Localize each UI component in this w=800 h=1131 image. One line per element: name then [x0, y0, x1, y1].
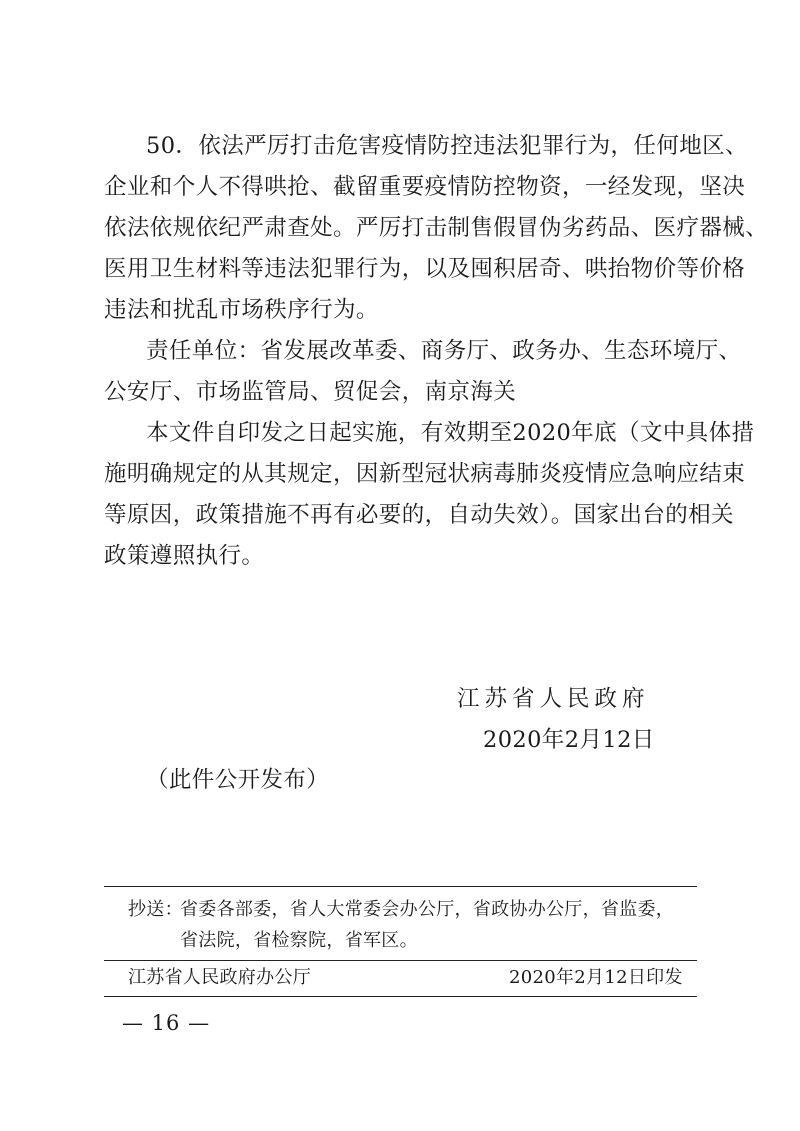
body-line: 依法依规依纪严肃查处。严厉打击制售假冒伪劣药品、医疗器械、: [104, 215, 769, 241]
footer-middle-rule: [104, 960, 697, 961]
signature-date: 2020年2月12日: [483, 727, 655, 753]
publish-note: （此件公开发布）: [146, 767, 330, 793]
body-line: 企业和个人不得哄抢、截留重要疫情防控物资，一经发现，坚决: [104, 174, 746, 200]
body-line: 等原因，政策措施不再有必要的，自动失效）。国家出台的相关: [104, 502, 734, 528]
footer-top-rule: [104, 886, 697, 887]
cc-recipients-line1: 省委各部委，省人大常委会办公厅，省政协办公厅，省监委，: [180, 899, 675, 920]
issue-date: 2020年2月12日印发: [509, 967, 683, 988]
body-line: 50．依法严厉打击危害疫情防控违法犯罪行为，任何地区、: [146, 133, 748, 159]
body-line: 施明确规定的从其规定，因新型冠状病毒肺炎疫情应急响应结束: [104, 461, 746, 487]
footer-bottom-rule: [104, 996, 697, 997]
body-line: 公安厅、市场监管局、贸促会，南京海关: [104, 379, 517, 405]
issuer-name: 江苏省人民政府: [457, 686, 650, 712]
body-line: 政策遵照执行。: [104, 543, 265, 569]
page-number: — 16 —: [122, 1011, 211, 1035]
body-line: 违法和扰乱市场秩序行为。: [104, 297, 379, 323]
body-line: 责任单位：省发展改革委、商务厅、政务办、生态环境厅、: [146, 338, 742, 364]
body-line: 医用卫生材料等违法犯罪行为，以及囤积居奇、哄抬物价等价格: [104, 256, 746, 282]
cc-label: 抄送：: [128, 899, 183, 920]
issuing-office: 江苏省人民政府办公厅: [128, 967, 311, 988]
body-line: 本文件自印发之日起实施，有效期至2020年底（文中具体措: [146, 420, 755, 446]
cc-recipients-line2: 省法院，省检察院，省军区。: [180, 930, 418, 951]
